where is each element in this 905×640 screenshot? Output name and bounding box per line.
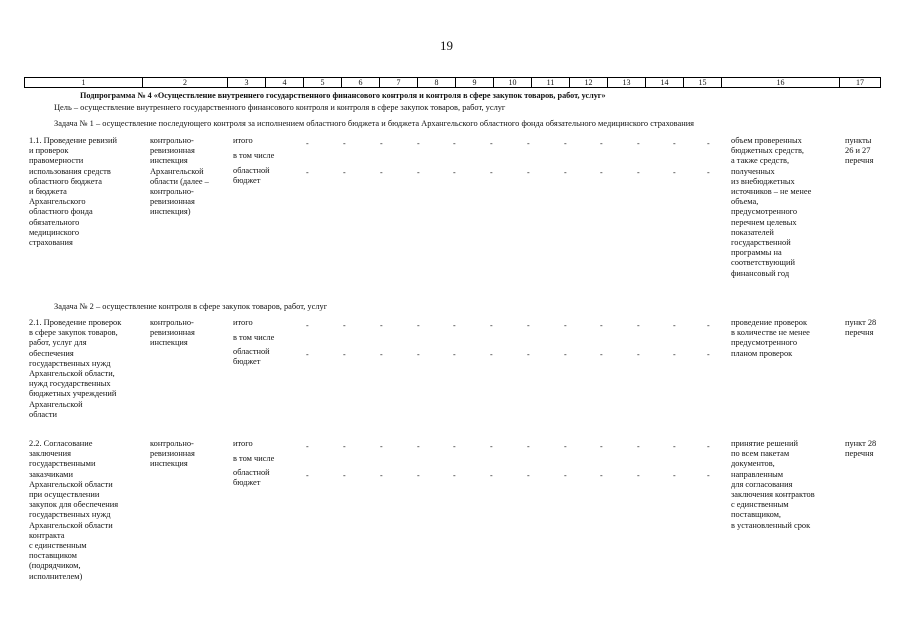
measure-2-1: 2.1. Проведение проверок в сфере закупок товаров, работ, услуг для обеспечения государственных нужд Архангельской области, нужд государственных бюджетных учреждений Архангельской области [29,318,122,419]
dash-cell: - [380,350,383,359]
dash-cell: - [380,168,383,177]
dash-cell: - [637,168,640,177]
executor-1-1: контрольно- ревизионная инспекция Архангельской области (далее – контрольно- ревизионная инспекция) [150,136,209,217]
dash-cell: - [343,442,346,451]
dash-cell: - [306,442,309,451]
executor-2-2: контрольно- ревизионная инспекция [150,439,195,469]
dash-cell: - [417,168,420,177]
dash-cell: - [490,471,493,480]
dash-cell: - [673,321,676,330]
source-regional-1-1: областной бюджет [233,166,270,186]
dash-cell: - [306,471,309,480]
dash-cell: - [343,139,346,148]
dash-cell: - [417,321,420,330]
dash-cell: - [673,168,676,177]
dash-cell: - [637,139,640,148]
column-number-4: 4 [266,78,304,88]
dash-cell: - [306,168,309,177]
dash-cell: - [490,442,493,451]
dash-cell: - [527,168,530,177]
dash-cell: - [343,321,346,330]
indicator-1-1: объем проверенных бюджетных средств, а также средств, полученных из внебюджетных источников – не менее объема, предусмотренного перечнем целевых показателей государственной программы на соответствующий финансовый год [731,136,812,278]
dash-cell: - [453,442,456,451]
dash-cell: - [343,471,346,480]
dash-cell: - [673,471,676,480]
link-2-1: пункт 28 перечня [845,318,877,338]
dash-cell: - [600,321,603,330]
dash-cell: - [564,471,567,480]
dash-cell: - [637,471,640,480]
dash-cell: - [490,168,493,177]
source-regional-2-2: областной бюджет [233,468,270,488]
dash-cell: - [417,442,420,451]
dash-cell: - [564,168,567,177]
dash-cell: - [380,471,383,480]
dash-cell: - [564,442,567,451]
dash-cell: - [417,139,420,148]
dash-cell: - [707,321,710,330]
dash-cell: - [380,139,383,148]
dash-cell: - [673,442,676,451]
executor-2-1: контрольно- ревизионная инспекция [150,318,195,348]
source-incl-2-1: в том числе [233,333,275,342]
dash-cell: - [527,442,530,451]
dash-cell: - [707,442,710,451]
column-number-6: 6 [342,78,380,88]
dash-cell: - [490,350,493,359]
dash-cell: - [417,471,420,480]
dash-cell: - [564,321,567,330]
dash-cell: - [637,350,640,359]
column-number-16: 16 [722,78,840,88]
subprogram-title: Подпрограмма № 4 «Осуществление внутреннего государственного финансового контроля и контроля в сфере закупок товаров, работ, услуг» [80,91,606,100]
dash-cell: - [490,139,493,148]
dash-cell: - [343,168,346,177]
column-number-11: 11 [532,78,570,88]
column-number-1: 1 [25,78,143,88]
column-number-12: 12 [570,78,608,88]
source-total-2-2: итого [233,439,253,448]
dash-cell: - [527,139,530,148]
source-total-2-1: итого [233,318,253,327]
dash-cell: - [306,139,309,148]
page-number: 19 [440,38,453,53]
column-number-header [24,77,881,88]
dash-cell: - [707,168,710,177]
source-regional-2-1: областной бюджет [233,347,270,367]
task-2-text: Задача № 2 – осуществление контроля в сфере закупок товаров, работ, услуг [54,302,328,311]
dash-cell: - [306,350,309,359]
dash-cell: - [306,321,309,330]
measure-1-1: 1.1. Проведение ревизий и проверок правомерности использования средств областного бюджета и бюджета Архангельского областного фонда обязательного медицинского страхования [29,136,117,248]
source-incl-1-1: в том числе [233,151,275,160]
dash-cell: - [707,350,710,359]
dash-cell: - [707,471,710,480]
column-number-10: 10 [494,78,532,88]
link-1-1: пункты 26 и 27 перечня [845,136,874,166]
dash-cell: - [707,139,710,148]
dash-cell: - [600,442,603,451]
dash-cell: - [527,350,530,359]
column-number-3: 3 [228,78,266,88]
dash-cell: - [527,471,530,480]
column-number-5: 5 [304,78,342,88]
column-number-17: 17 [840,78,881,88]
dash-cell: - [527,321,530,330]
dash-cell: - [600,350,603,359]
dash-cell: - [564,139,567,148]
dash-cell: - [380,321,383,330]
dash-cell: - [673,139,676,148]
dash-cell: - [453,350,456,359]
column-number-7: 7 [380,78,418,88]
dash-cell: - [380,442,383,451]
column-number-14: 14 [646,78,684,88]
dash-cell: - [600,168,603,177]
dash-cell: - [343,350,346,359]
column-number-8: 8 [418,78,456,88]
dash-cell: - [417,350,420,359]
goal-text: Цель – осуществление внутреннего государственного финансового контроля и контроля в сфере закупок товаров, работ, услуг [54,103,506,112]
dash-cell: - [453,321,456,330]
dash-cell: - [600,471,603,480]
column-number-9: 9 [456,78,494,88]
source-incl-2-2: в том числе [233,454,275,463]
source-total-1-1: итого [233,136,253,145]
dash-cell: - [453,168,456,177]
link-2-2: пункт 28 перечня [845,439,877,459]
indicator-2-1: проведение проверок в количестве не менее предусмотренного планом проверок [731,318,810,358]
dash-cell: - [673,350,676,359]
dash-cell: - [637,442,640,451]
column-number-13: 13 [608,78,646,88]
dash-cell: - [453,139,456,148]
column-number-15: 15 [684,78,722,88]
measure-2-2: 2.2. Согласование заключения государственными заказчиками Архангельской области при осуществлении закупок для обеспечения государственных нужд Архангельской области контракта с единственным поставщиком (подрядчиком, исполнителем) [29,439,119,581]
task-1-text: Задача № 1 – осуществление последующего контроля за исполнением областного бюджета и бюджета Архангельского областного фонда обязательного медицинского страхования [54,119,695,128]
indicator-2-2: принятие решений по всем пакетам документов, направленным для согласования заключения контрактов с единственным поставщиком, в установленный срок [731,439,815,530]
dash-cell: - [637,321,640,330]
column-number-2: 2 [143,78,228,88]
dash-cell: - [600,139,603,148]
dash-cell: - [490,321,493,330]
dash-cell: - [453,471,456,480]
dash-cell: - [564,350,567,359]
